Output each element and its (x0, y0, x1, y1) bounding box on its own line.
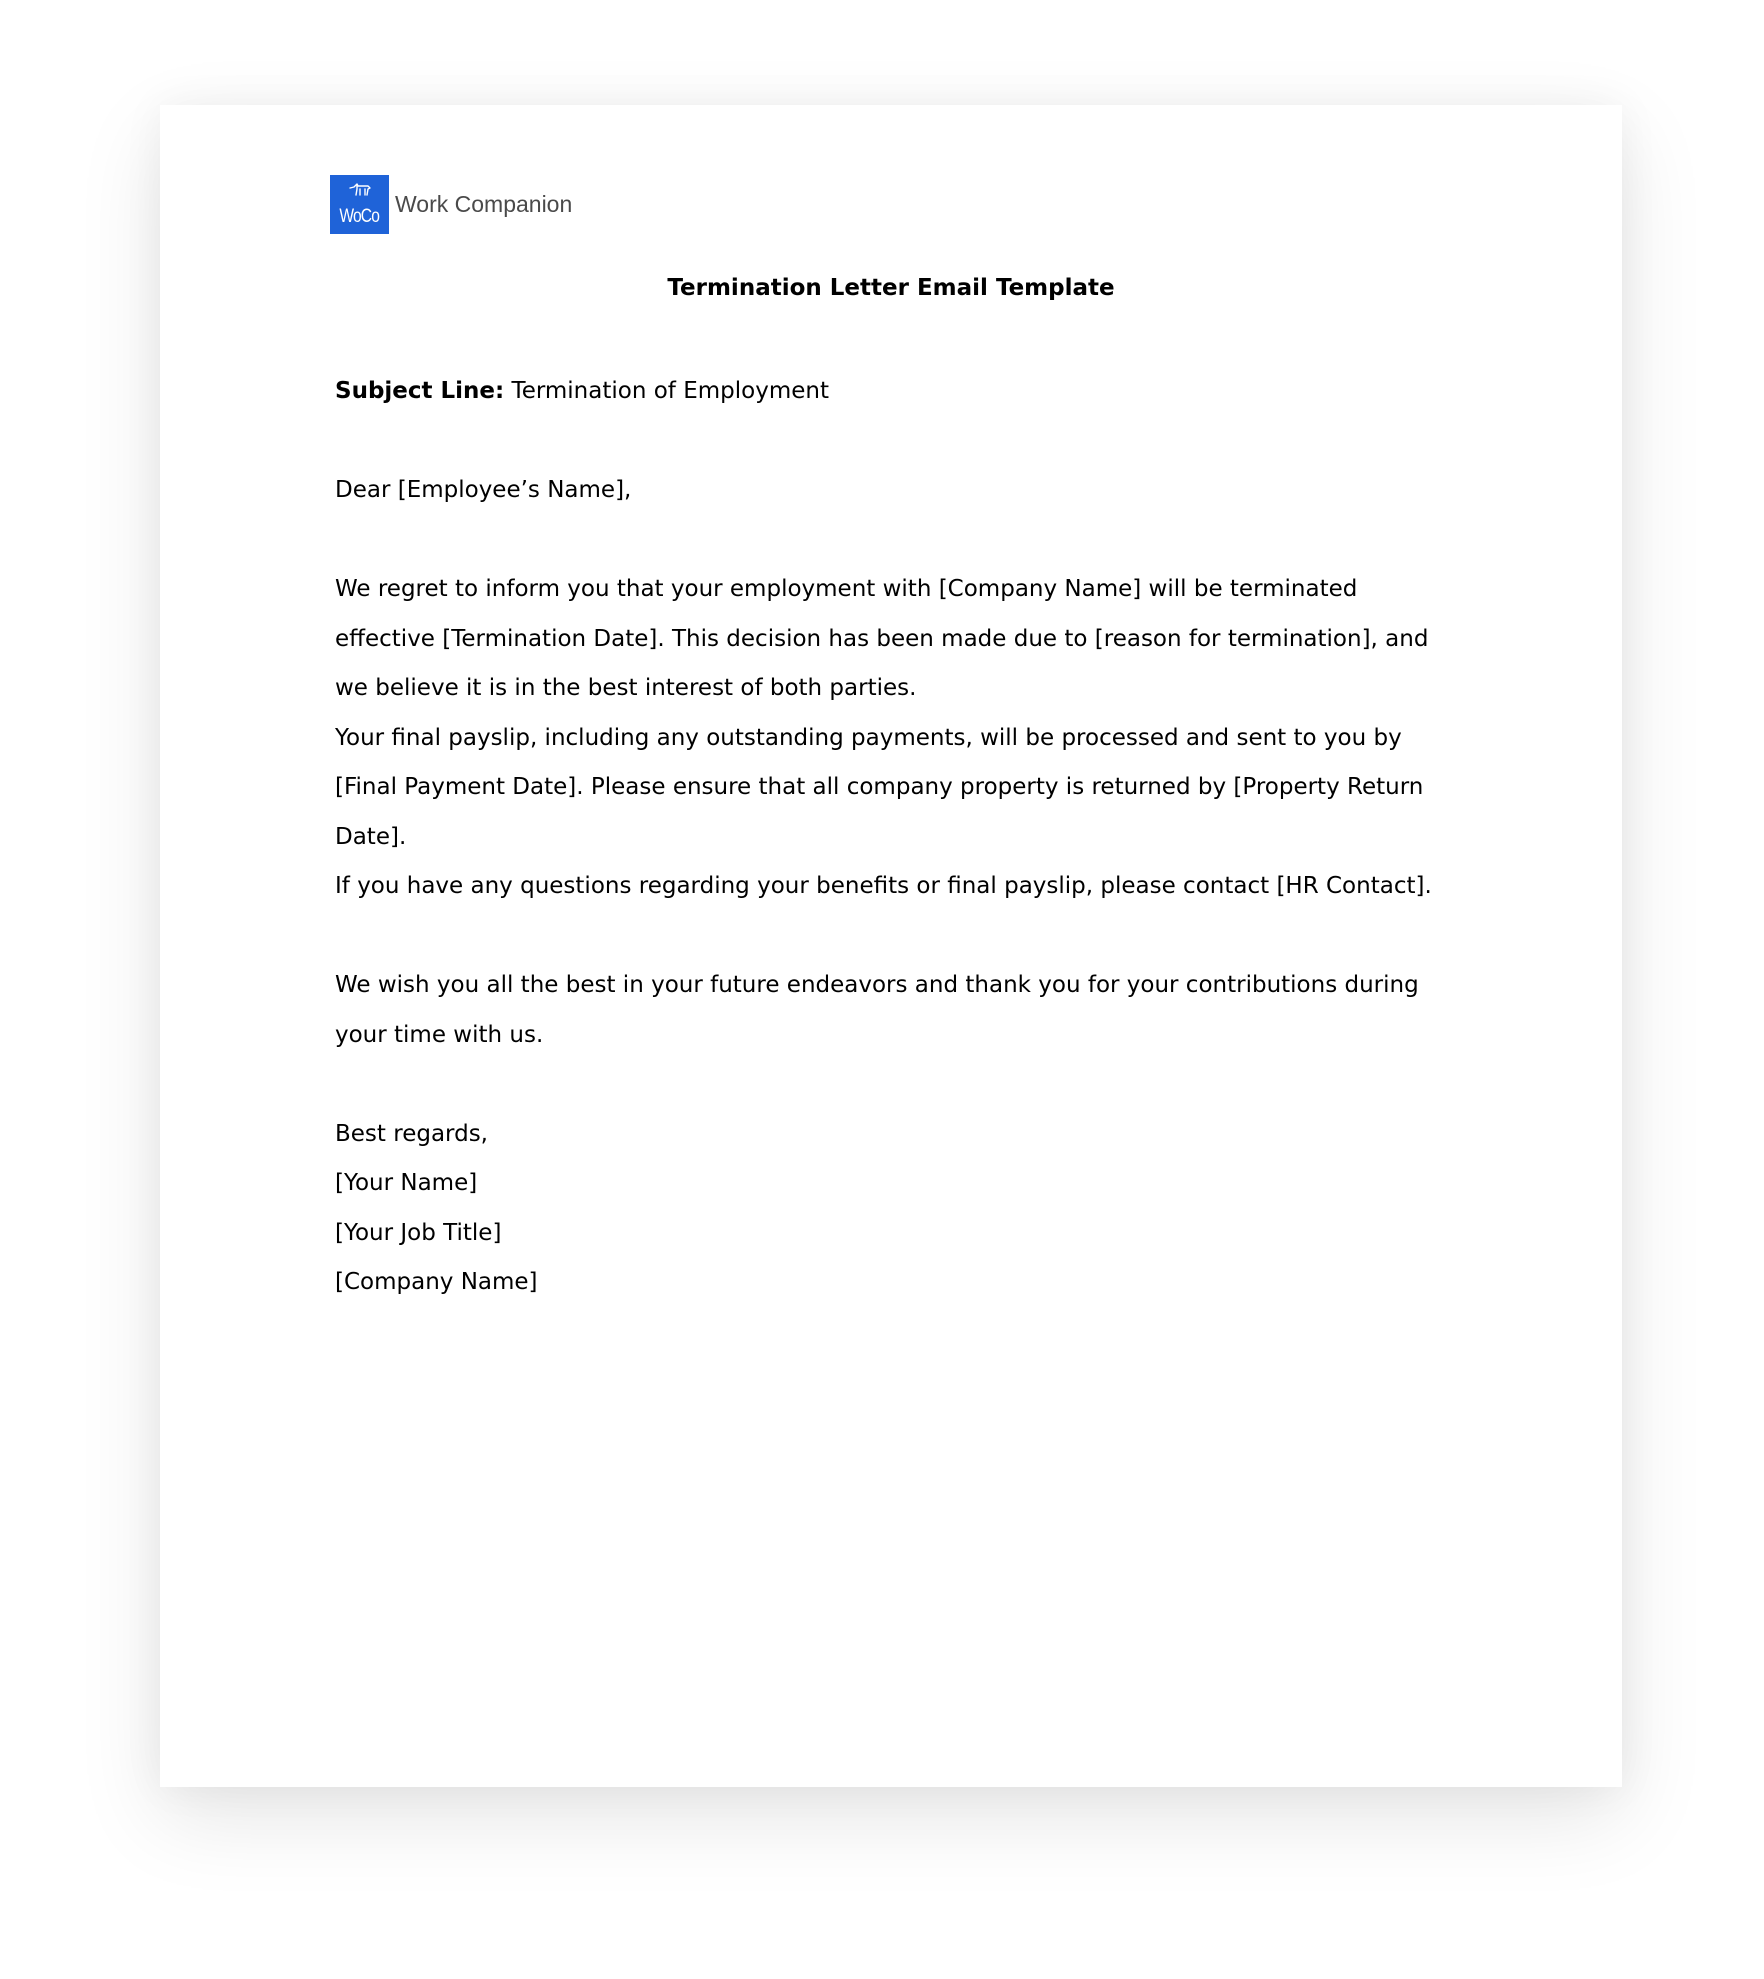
brand-name: Work Companion (395, 191, 573, 217)
signoff-company: [Company Name] (335, 1269, 538, 1295)
subject-line (335, 367, 1455, 417)
brand-logo (330, 175, 572, 234)
paragraph-contact: If you have any questions regarding your benefits or final payslip, please contact [HR Contact]. (335, 873, 1432, 899)
greeting: Dear [Employee’s Name], (335, 477, 632, 503)
paragraph-closing: We wish you all the best in your future endeavors and thank you for your contributions during your time with us. (335, 972, 1419, 1048)
logo-badge (330, 175, 389, 234)
letter-body (335, 367, 1455, 1308)
paragraph-termination: We regret to inform you that your employment with [Company Name] will be terminated effective [Termination Date]. This decision has been made due to [reason for termination], and we believe it is in the best interest of both parties. (335, 576, 1429, 701)
signoff-job-title: [Your Job Title] (335, 1219, 502, 1246)
subject-value: Termination of Employment (511, 378, 829, 404)
dog-icon (348, 182, 372, 198)
document-page (160, 105, 1622, 1787)
signoff-name: [Your Name] (335, 1170, 478, 1196)
signoff-closing: Best regards, (335, 1120, 488, 1147)
document-title: Termination Letter Email Template (667, 275, 1115, 301)
paragraph-payslip: Your final payslip, including any outstanding payments, will be processed and sent to you by [Final Payment Date]. Please ensure that all company property is returned by [Property Return Date]. (335, 724, 1424, 850)
subject-label: Subject Line: (335, 378, 505, 404)
logo-mark-text: WoCo (339, 206, 380, 227)
